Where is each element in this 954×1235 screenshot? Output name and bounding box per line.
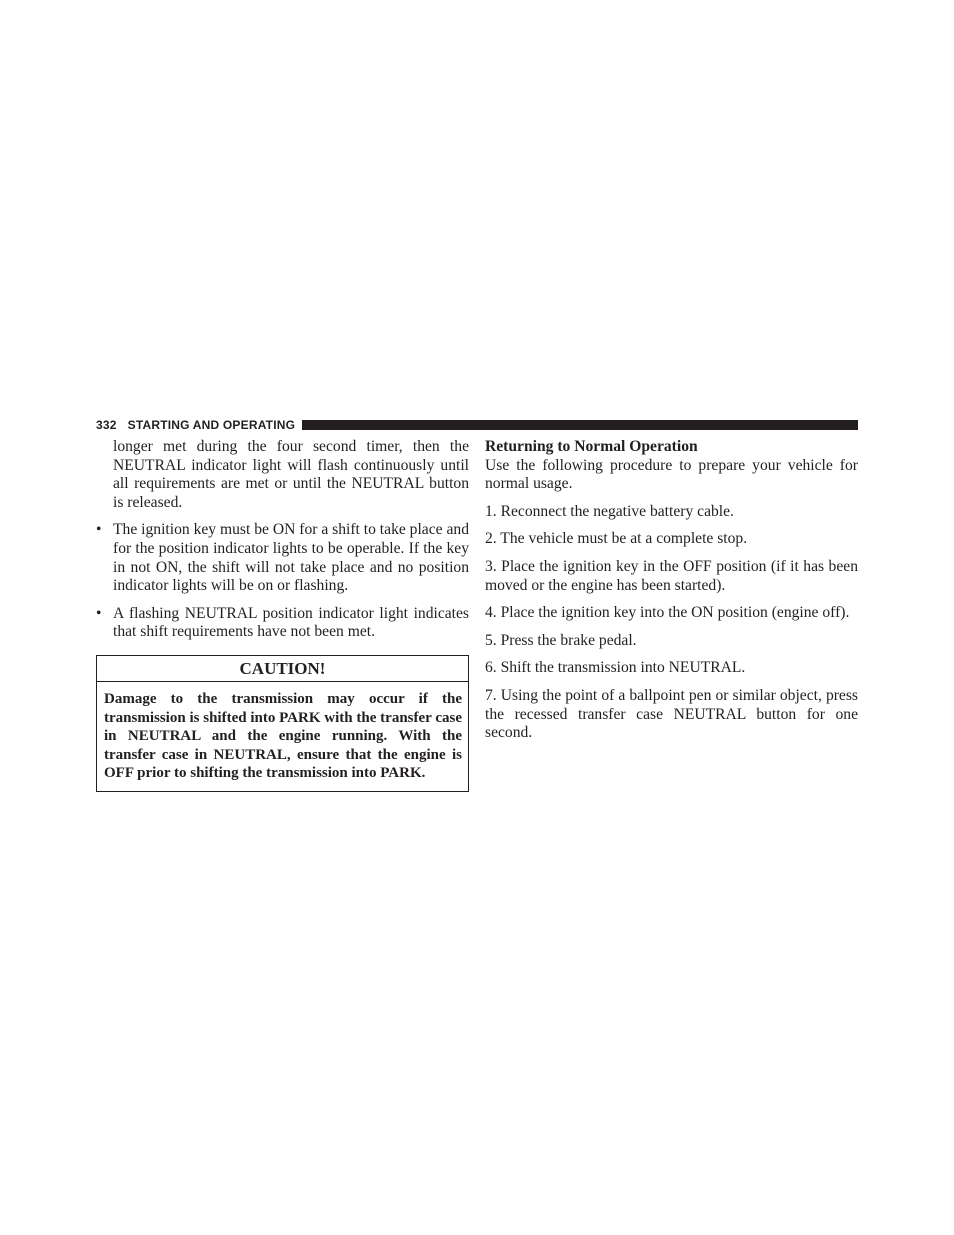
bullet-icon: •	[96, 521, 102, 539]
left-column	[96, 438, 469, 792]
step-item: 7. Using the point of a ballpoint pen or similar object, press the recessed transfer case NEUTRAL button for one second.	[485, 686, 858, 742]
bullet-text: A flashing NEUTRAL position indicator light indicates that shift requirements have not been met.	[113, 604, 469, 641]
intro-paragraph: Use the following procedure to prepare your vehicle for normal usage.	[485, 456, 858, 493]
section-title: STARTING AND OPERATING	[127, 418, 296, 432]
step-item: 4. Place the ignition key into the ON position (engine off).	[485, 604, 850, 622]
bullet-icon: •	[96, 604, 102, 622]
page-header	[96, 417, 858, 433]
caution-box	[96, 655, 469, 792]
caution-body: Damage to the transmission may occur if the transmission is shifted into PARK with the transfer case in NEUTRAL and the engine running. With the transfer case in NEUTRAL, ensure that the engine is OFF prior to shifting the transmission into PARK.	[104, 690, 462, 782]
right-column	[485, 438, 858, 743]
bullet-item	[96, 605, 469, 642]
step-item: 5. Press the brake pedal.	[485, 631, 637, 649]
step-item: 1. Reconnect the negative battery cable.	[485, 502, 734, 520]
continuation-paragraph: longer met during the four second timer, then the NEUTRAL indicator light will flash continuously until all requirements are met or until the NEUTRAL button is released.	[113, 438, 469, 511]
step-item: 6. Shift the transmission into NEUTRAL.	[485, 659, 746, 677]
section-heading: Returning to Normal Operation	[485, 438, 698, 455]
header-rule	[302, 420, 858, 430]
caution-title: CAUTION!	[97, 656, 468, 682]
step-item: 3. Place the ignition key in the OFF position (if it has been moved or the engine has been started).	[485, 557, 858, 594]
step-item: 2. The vehicle must be at a complete stop.	[485, 530, 748, 548]
page-number: 332	[96, 418, 117, 432]
bullet-text: The ignition key must be ON for a shift to take place and for the position indicator lights to be operable. If the key in not ON, the shift will not take place and no position indicator lights will be on or flashing.	[113, 521, 469, 595]
bullet-item	[96, 521, 469, 595]
